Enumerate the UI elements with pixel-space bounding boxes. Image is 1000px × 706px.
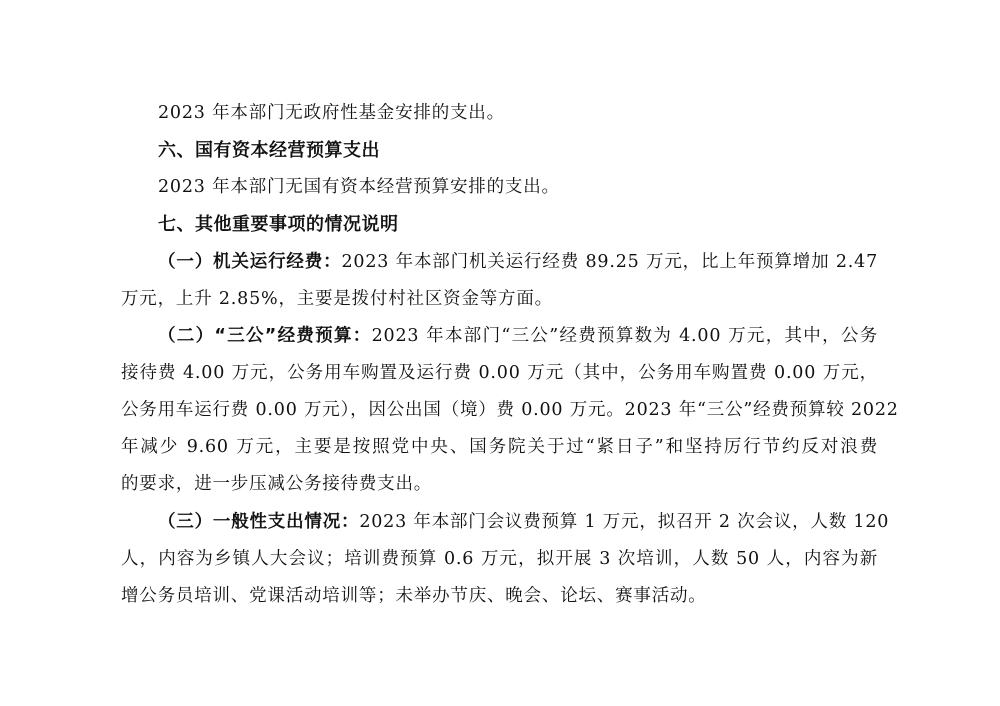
three-public-text: 2023 年本部门“三公”经费预算数为 4.00 万元，其中，公务: [371, 326, 878, 346]
operating-expenses-line-2: 万元，上升 2.85%，主要是拨付村社区资金等方面。: [121, 289, 553, 309]
paragraph-fund-budget: 2023 年本部门无政府性基金安排的支出。: [158, 103, 505, 123]
section-heading-7: 七、其他重要事项的情况说明: [158, 214, 399, 235]
general-expenses-line-1: [158, 510, 890, 534]
general-expenses-lead: （三）一般性支出情况：: [158, 512, 360, 532]
operating-expenses-lead: （一）机关运行经费：: [158, 252, 342, 272]
section-heading-6: 六、国有资本经营预算支出: [158, 140, 380, 161]
general-expenses-line-3: 增公务员培训、党课活动培训等；未举办节庆、晚会、论坛、赛事活动。: [121, 586, 707, 606]
general-expenses-text: 2023 年本部门会议费预算 1 万元，拟召开 2 次会议，人数 120: [359, 512, 890, 532]
operating-expenses-text: 2023 年本部门机关运行经费 89.25 万元，比上年预算增加 2.47: [341, 252, 879, 272]
three-public-line-1: [158, 324, 878, 348]
three-public-line-4: 年减少 9.60 万元，主要是按照党中央、国务院关于过“紧日子”和坚持厉行节约反对浪费: [121, 437, 878, 457]
three-public-line-3: 公务用车运行费 0.00 万元），因公出国（境）费 0.00 万元。2023 年“三公”经费预算较 2022: [121, 400, 899, 420]
three-public-line-5: 的要求，进一步压减公务接待费支出。: [121, 474, 433, 494]
general-expenses-line-2: 人，内容为乡镇人大会议；培训费预算 0.6 万元，拟开展 3 次培训，人数 50 人，内容为新: [121, 549, 878, 569]
operating-expenses-line-1: [158, 250, 878, 274]
three-public-line-2: 接待费 4.00 万元，公务用车购置及运行费 0.00 万元（其中，公务用车购置费 0.00 万元，: [121, 363, 878, 383]
three-public-lead: （二）“三公”经费预算：: [158, 326, 372, 346]
paragraph-state-capital: 2023 年本部门无国有资本经营预算安排的支出。: [158, 177, 560, 197]
